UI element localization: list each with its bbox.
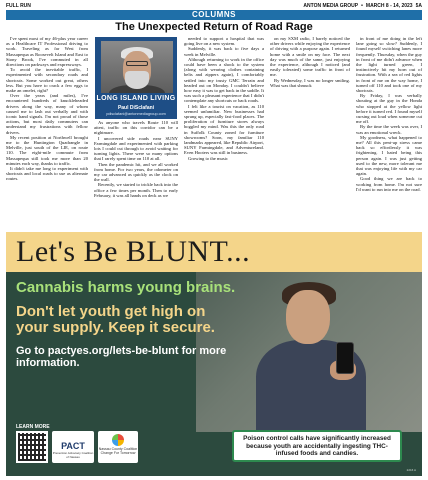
- column-name: LONG ISLAND LIVING: [96, 95, 176, 102]
- paragraph: needed to support a hospital that was going live on a new system.: [184, 36, 264, 47]
- columnist-email[interactable]: pdisclafani@antonmediagroup.com: [106, 112, 166, 116]
- paragraph: Recently, we started to trickle back into the office a few times per month. Then to early February, it was all hands on deck as we: [94, 182, 178, 198]
- publication-name: ANTON MEDIA GROUP: [303, 3, 359, 9]
- paragraph: By Wednesday, I was no longer smiling. What was that shmuck: [270, 77, 350, 88]
- coalition-logo: [98, 431, 138, 463]
- paragraph: I uncovered side roads near SUNY Farmingdale and experimented with parking lots I could cut through to avoid waiting for turning lights. There were so many options that I rarely spent time on 110 at all.: [94, 135, 178, 162]
- coalition-logo-icon: [112, 434, 124, 446]
- columnist-box: [94, 36, 178, 120]
- paragraph: in front of me doing in the left lane going so slow? Suddenly, I found myself switching lanes more frequently. Thursday, when the guy in front of me didn't advance when the light turned green, I instinctively hit my horn out of frustration. With a sea of red lights in front of me on the way home, I turned off 110 and took one of my shortcuts.: [356, 36, 422, 94]
- learn-more-label: LEARN MORE: [16, 424, 50, 430]
- section-banner: COLUMNS: [6, 10, 422, 20]
- paragraph: I've spent most of my 46-plus year career as a Healthcare IT Professional driving to work. Traveling as far West from Massapequa as Roosevelt Island and East to Stony Brook, I've commuted in all directions on parkways and expressways.: [6, 36, 88, 68]
- phone-icon: [336, 342, 354, 374]
- ad-copy: [16, 280, 236, 369]
- issue-date: MARCH 8 - 14, 2023: [365, 3, 413, 9]
- paragraph: on my SXM radio, I barely noticed the other drivers while enjoying the experience of driving with a purpose again. I returned home with a smile on my face. The next day was much of the same, just enjoying the experience, although I noticed (and easily tolerated) some traffic in front of me.: [270, 36, 350, 78]
- ad-headline-1: Cannabis harms young brains.: [16, 279, 236, 296]
- paragraph: Over the years (and miles), I've encountered hundreds of knuckleheaded drivers along the way, many of whom caused me to lash out verbally and with iconic hand signals. I'm not proud of those actions, but most daily commuters can understand my frustrations with fellow drivers.: [6, 93, 88, 135]
- paragraph: Then the pandemic hit, and we all worked from home. For two years, the odometer on my car advanced as quickly as the clock on the wall.: [94, 161, 178, 183]
- pact-logo-subtitle: Prevention Advocacy Coalition of Nassau: [52, 451, 94, 459]
- pact-logo: [52, 431, 94, 463]
- article-column-2: [94, 120, 178, 198]
- article-column-5: [356, 36, 422, 192]
- paragraph: Good thing we are back to working from home. I'm not sure I'd want to run into me on the road.: [356, 176, 422, 192]
- header-right: [303, 3, 422, 9]
- advertisement[interactable]: [6, 232, 422, 476]
- pact-logo-text: PACT: [61, 441, 85, 451]
- paragraph: To avoid the inevitable traffic, I experimented with secondary roads and shortcuts. Some worked out great, others less. But you have to crack a few eggs to make an omelet, right?: [6, 67, 88, 94]
- ad-cta-text[interactable]: Go to pactyes.org/lets-be-blunt for more information.: [16, 345, 227, 369]
- paragraph: As anyone who travels Route 110 will attest, traffic on this corridor can be a nightmare.: [94, 120, 178, 136]
- article-column-1: [6, 36, 88, 182]
- article-column-4: [270, 36, 350, 88]
- paragraph: I felt like a tourist on vacation, as 110 seemed unfamiliar. New businesses had sprung up, especially fast-food places. The proliferation of furniture stores always boggled my mind. Was this the only road in Suffolk County zoned for furniture showrooms? Soon, my familiar 110 landmarks appeared, like Republic Airport, SUNY Farmingdale, and Adventureland. Even Hooters was still in business.: [184, 103, 264, 156]
- paragraph: It didn't take me long to experiment with shortcuts and local roads to use as alternate routes.: [6, 166, 88, 182]
- edition-label: FULL RUN: [6, 3, 31, 9]
- columnist-photo: [101, 41, 173, 93]
- ad-headline-2: Don't let youth get high on your supply. Keep it secure.: [16, 303, 215, 336]
- article-body: [6, 36, 422, 231]
- page-number: 5A: [415, 3, 422, 9]
- columnist-name: Paul DiSclafani: [117, 105, 155, 111]
- paragraph: By Friday, I was verbally shouting at the guy in the Honda who stopped at the yellow light before it turned red. I found myself cursing out loud when someone cut me off.: [356, 93, 422, 125]
- coalition-logo-text: Nassau County Coalition Change For Tomorrow: [98, 447, 138, 455]
- paragraph: My goodness, what happened to me? All this pent-up stress came back so effortlessly it was frightening. I hated being this person again. I was just getting used to the new, more tolerant me that was enjoying life with my car again.: [356, 134, 422, 177]
- page-header: [6, 2, 422, 10]
- paragraph: My recent position at Northwell brought me to the Huntington Quadrangle in Melville, just south of the LIE, on route 110. The eight-mile commute from Massapequa still took me more than 20 minutes each way, thanks to traffic.: [6, 134, 88, 166]
- paragraph: Growing to the music: [188, 155, 228, 161]
- poison-control-notice: Poison control calls have significantly increased because youth are accidentally ingesting THC-infused foods and candies.: [232, 430, 402, 462]
- article-column-3: [184, 36, 264, 161]
- ad-code: 2216 A: [406, 468, 416, 472]
- paragraph: Although returning to work in the office could have been a shock to the system (along with wearing clothes containing belts and zippers again), I comfortably settled into my trusty GMC Terrain and headed out on Monday. I couldn't believe how easy it was to get back in the saddle. It was such a pleasant experience that I didn't contemplate any shortcuts or back roads.: [184, 56, 264, 104]
- header-bullet: •: [361, 3, 363, 9]
- paragraph: By the time the week was over, I was an emotional wreck.: [356, 124, 422, 135]
- ad-title-banner: [6, 232, 422, 272]
- ad-title: Let's Be BLUNT...: [16, 235, 251, 268]
- qr-code-icon[interactable]: [16, 431, 48, 463]
- paragraph: Suddenly, it was back to five days a week in Melville.: [184, 46, 264, 57]
- article-headline: The Unexpected Return of Road Rage: [115, 21, 313, 33]
